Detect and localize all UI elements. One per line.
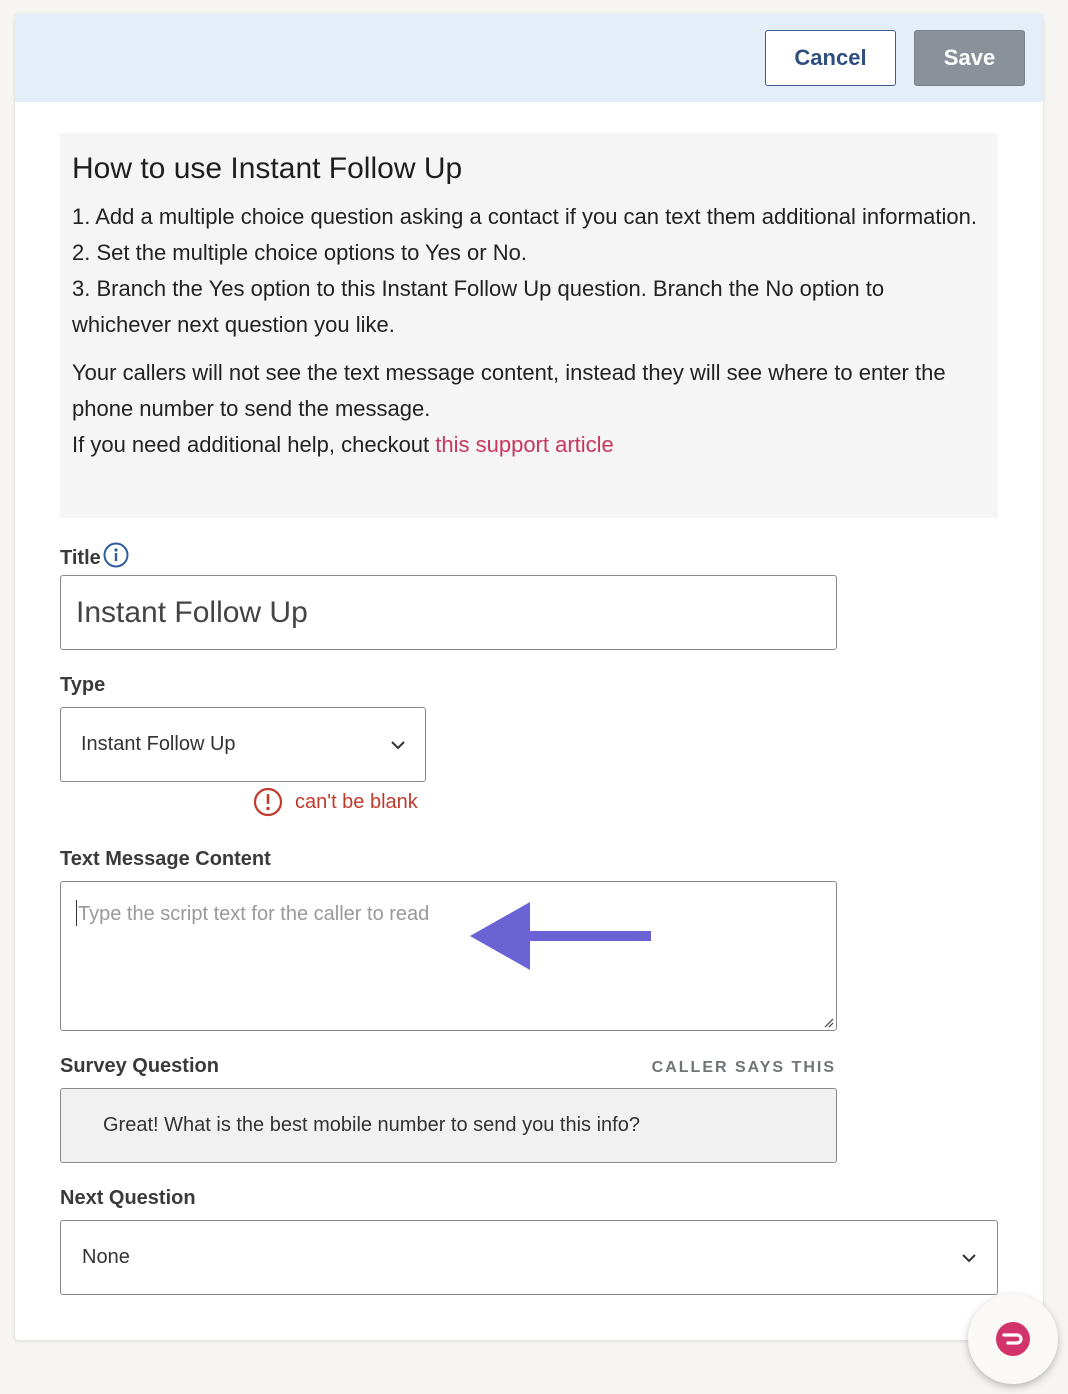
survey-question-field: Great! What is the best mobile number to send you this info? — [60, 1088, 837, 1163]
next-question-label: Next Question — [60, 1187, 196, 1209]
chat-widget-button[interactable] — [968, 1294, 1058, 1384]
help-prefix: If you need additional help, checkout — [72, 432, 436, 457]
chat-widget-icon — [995, 1321, 1031, 1357]
text-message-input[interactable] — [60, 881, 837, 1031]
title-label — [60, 542, 129, 574]
support-article-link[interactable]: this support article — [435, 432, 614, 457]
help-panel — [60, 133, 998, 518]
help-note: Your callers will not see the text message content, instead they will see where to enter the phone number to send the message. — [72, 360, 946, 421]
help-step-3: 3. Branch the Yes option to this Instant Follow Up question. Branch the No option to whichever next question you like. — [72, 276, 885, 337]
chevron-down-icon — [391, 733, 405, 756]
type-select-value: Instant Follow Up — [81, 733, 236, 755]
info-icon[interactable] — [103, 542, 129, 574]
save-button[interactable]: Save — [914, 30, 1025, 86]
title-input[interactable]: Instant Follow Up — [60, 575, 837, 650]
chevron-down-icon — [962, 1246, 976, 1269]
caller-says-this-hint: CALLER SAYS THIS — [651, 1059, 836, 1076]
help-step-2: 2. Set the multiple choice options to Yes or No. — [72, 240, 527, 265]
type-select[interactable] — [60, 707, 426, 782]
resize-handle-icon[interactable] — [822, 1016, 834, 1028]
text-cursor — [76, 900, 77, 926]
help-support-line — [72, 427, 986, 463]
survey-question-label: Survey Question — [60, 1055, 219, 1077]
help-heading: How to use Instant Follow Up — [72, 152, 463, 185]
title-label-text: Title — [60, 547, 101, 569]
type-error-text: can't be blank — [295, 790, 418, 813]
alert-circle-icon — [253, 787, 283, 817]
next-question-select[interactable] — [60, 1220, 998, 1295]
text-message-placeholder: Type the script text for the caller to read — [78, 903, 430, 925]
type-label: Type — [60, 674, 106, 696]
text-message-label: Text Message Content — [60, 848, 271, 870]
left-arrow-annotation — [470, 900, 652, 972]
cancel-button[interactable]: Cancel — [765, 30, 896, 86]
next-question-value: None — [82, 1246, 130, 1268]
help-step-1: 1. Add a multiple choice question asking a contact if you can text them additional information. — [72, 204, 977, 229]
type-error — [253, 787, 418, 817]
action-bar — [15, 14, 1043, 102]
editor-card — [15, 14, 1043, 1340]
